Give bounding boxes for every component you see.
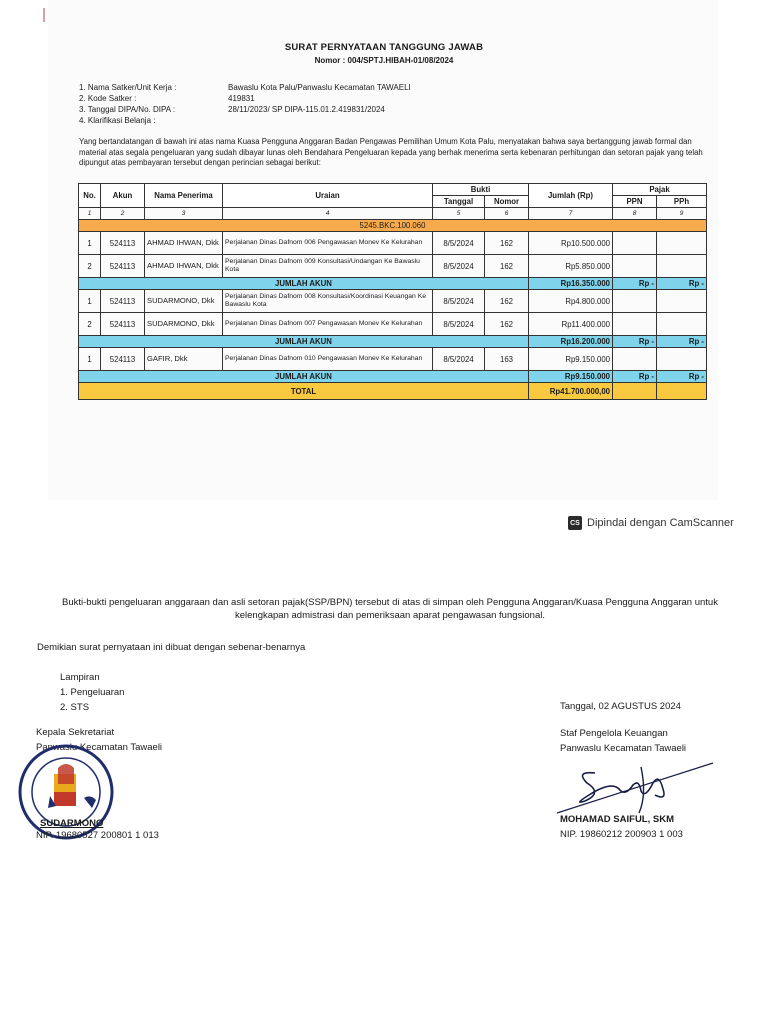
cell-pph bbox=[657, 313, 707, 336]
total-jumlah: Rp41.700.000,00 bbox=[529, 383, 613, 400]
cell-jumlah: Rp9.150.000 bbox=[529, 348, 613, 371]
cell-tanggal: 8/5/2024 bbox=[433, 232, 485, 255]
meta-value: 419831 bbox=[228, 94, 255, 103]
cell-akun: 524113 bbox=[101, 290, 145, 313]
cell-uraian: Perjalanan Dinas Dafnom 008 Konsultasi/Koordinasi Keuangan Ke Bawaslu Kota bbox=[223, 290, 433, 313]
table-row bbox=[79, 290, 707, 313]
camscanner-logo-icon: CS bbox=[568, 516, 582, 530]
cell-jumlah: Rp10.500.000 bbox=[529, 232, 613, 255]
attachment-title: Lampiran bbox=[60, 672, 100, 683]
right-signer-name: MOHAMAD SAIFUL, SKM bbox=[560, 814, 674, 825]
cell-tanggal: 8/5/2024 bbox=[433, 348, 485, 371]
right-signer-title: Staf Pengelola Keuangan bbox=[560, 728, 668, 739]
closing-statement: Demikian surat pernyataan ini dibuat dengan sebenar-benarnya bbox=[37, 642, 306, 653]
col-number: 9 bbox=[657, 208, 707, 220]
cell-tanggal: 8/5/2024 bbox=[433, 255, 485, 278]
cell-ppn bbox=[613, 255, 657, 278]
subtotal-row bbox=[79, 371, 707, 383]
cell-nomor: 163 bbox=[485, 348, 529, 371]
col-number: 8 bbox=[613, 208, 657, 220]
cell-akun: 524113 bbox=[101, 255, 145, 278]
header-jumlah: Jumlah (Rp) bbox=[529, 184, 613, 208]
cell-ppn bbox=[613, 313, 657, 336]
subtotal-ppn: Rp - bbox=[613, 371, 657, 383]
cell-akun: 524113 bbox=[101, 348, 145, 371]
evidence-paragraph: Bukti-bukti pengeluaran anggaraan dan asli setoran pajak(SSP/BPN) tersebut di atas di simpan oleh Pengguna Anggaran/Kuasa Pengguna Anggaran untuk kelengkapan admistrasi dan pemeriksaan aparat pengawasan fungsional. bbox=[62, 597, 718, 621]
cell-uraian: Perjalanan Dinas Dafnom 009 Konsultasi/Undangan Ke Bawaslu Kota bbox=[223, 255, 433, 278]
cell-uraian: Perjalanan Dinas Dafnom 010 Pengawasan Monev Ke Kelurahan bbox=[223, 348, 433, 371]
subtotal-jumlah: Rp16.200.000 bbox=[529, 336, 613, 348]
cell-tanggal: 8/5/2024 bbox=[433, 313, 485, 336]
camscanner-text: Dipindai dengan CamScanner bbox=[587, 517, 734, 529]
table-row bbox=[79, 232, 707, 255]
attachment-list bbox=[60, 670, 124, 715]
left-signer-subtitle: Panwaslu Kecamatan Tawaeli bbox=[36, 742, 163, 753]
attachment-item: 1. Pengeluaran bbox=[60, 687, 125, 698]
subtotal-pph: Rp - bbox=[657, 278, 707, 290]
cell-no: 2 bbox=[79, 313, 101, 336]
cell-tanggal: 8/5/2024 bbox=[433, 290, 485, 313]
camscanner-watermark bbox=[568, 514, 758, 532]
meta-labels bbox=[79, 82, 176, 126]
cell-pph bbox=[657, 255, 707, 278]
cell-ppn bbox=[613, 290, 657, 313]
col-number: 3 bbox=[145, 208, 223, 220]
cell-nomor: 162 bbox=[485, 232, 529, 255]
total-ppn bbox=[613, 383, 657, 400]
total-label: TOTAL bbox=[79, 383, 529, 400]
scan-artifact bbox=[43, 8, 45, 22]
meta-value: Bawaslu Kota Palu/Panwaslu Kecamatan TAWAELI bbox=[228, 83, 411, 92]
col-number: 7 bbox=[529, 208, 613, 220]
table-row bbox=[79, 348, 707, 371]
meta-values bbox=[228, 82, 411, 115]
cell-uraian: Perjalanan Dinas Dafnom 007 Pengawasan Monev Ke Kelurahan bbox=[223, 313, 433, 336]
header-akun: Akun bbox=[101, 184, 145, 208]
expense-table bbox=[78, 183, 707, 400]
cell-no: 1 bbox=[79, 348, 101, 371]
cell-nama: SUDARMONO, Dkk bbox=[145, 313, 223, 336]
right-signer-nip: NIP. 19860212 200903 1 003 bbox=[560, 829, 683, 840]
header-nomor: Nomor bbox=[485, 196, 529, 208]
cell-jumlah: Rp5.850.000 bbox=[529, 255, 613, 278]
cell-pph bbox=[657, 290, 707, 313]
col-number: 2 bbox=[101, 208, 145, 220]
left-signer-name: SUDARMONO bbox=[40, 818, 104, 829]
header-no: No. bbox=[79, 184, 101, 208]
subtotal-label: JUMLAH AKUN bbox=[79, 336, 529, 348]
col-number: 6 bbox=[485, 208, 529, 220]
cell-nomor: 162 bbox=[485, 290, 529, 313]
attachment-item: 2. STS bbox=[60, 702, 90, 713]
header-nama: Nama Penerima bbox=[145, 184, 223, 208]
cell-uraian: Perjalanan Dinas Dafnom 006 Pengawasan Monev Ke Kelurahan bbox=[223, 232, 433, 255]
subtotal-row bbox=[79, 278, 707, 290]
cell-nama: GAFIR, Dkk bbox=[145, 348, 223, 371]
header-ppn: PPN bbox=[613, 196, 657, 208]
meta-value: 28/11/2023/ SP DIPA-115.01.2.419831/2024 bbox=[228, 105, 385, 114]
subtotal-ppn: Rp - bbox=[613, 336, 657, 348]
meta-label: 3. Tanggal DIPA/No. DIPA : bbox=[79, 105, 176, 114]
left-signer-nip: NIP. 19680527 200801 1 013 bbox=[36, 830, 159, 841]
cell-no: 1 bbox=[79, 232, 101, 255]
intro-paragraph: Yang bertandatangan di bawah ini atas nama Kuasa Pengguna Anggaran Badan Pengawas Pemilihan Umum Kota Palu, menyatakan bahwa saya bertanggung jawab formal dan material atas segala pengeluaran yang sudah dibayar lunas oleh Bendahara Pengeluaran kepada yang berhak menerima serta kebenaran perhitungan dan setoran pajak yang telah dipungut atas pembayaran tersebut dengan perincian sebagai berikut: bbox=[79, 137, 703, 167]
subtotal-jumlah: Rp16.350.000 bbox=[529, 278, 613, 290]
header-uraian: Uraian bbox=[223, 184, 433, 208]
cell-ppn bbox=[613, 348, 657, 371]
cell-no: 2 bbox=[79, 255, 101, 278]
cell-akun: 524113 bbox=[101, 232, 145, 255]
document-number: Nomor : 004/SPTJ.HIBAH-01/08/2024 bbox=[314, 56, 454, 65]
cell-nomor: 162 bbox=[485, 255, 529, 278]
cell-nomor: 162 bbox=[485, 313, 529, 336]
meta-label: 1. Nama Satker/Unit Kerja : bbox=[79, 83, 177, 92]
subtotal-ppn: Rp - bbox=[613, 278, 657, 290]
table-row bbox=[79, 255, 707, 278]
table-row bbox=[79, 313, 707, 336]
total-row bbox=[79, 383, 707, 400]
header-pph: PPh bbox=[657, 196, 707, 208]
right-signer-subtitle: Panwaslu Kecamatan Tawaeli bbox=[560, 743, 687, 754]
page-title: SURAT PERNYATAAN TANGGUNG JAWAB bbox=[284, 42, 484, 53]
subtotal-pph: Rp - bbox=[657, 336, 707, 348]
subtotal-row bbox=[79, 336, 707, 348]
cell-nama: AHMAD IHWAN, Dkk bbox=[145, 232, 223, 255]
col-number: 1 bbox=[79, 208, 101, 220]
total-pph bbox=[657, 383, 707, 400]
cell-nama: AHMAD IHWAN, Dkk bbox=[145, 255, 223, 278]
header-bukti: Bukti bbox=[433, 184, 529, 196]
header-pajak: Pajak bbox=[613, 184, 707, 196]
col-number: 4 bbox=[223, 208, 433, 220]
subtotal-jumlah: Rp9.150.000 bbox=[529, 371, 613, 383]
cell-akun: 524113 bbox=[101, 313, 145, 336]
cell-jumlah: Rp11.400.000 bbox=[529, 313, 613, 336]
meta-label: 4. Klarifikasi Belanja : bbox=[79, 116, 156, 125]
left-signer-title: Kepala Sekretariat bbox=[36, 727, 115, 738]
cell-ppn bbox=[613, 232, 657, 255]
subtotal-label: JUMLAH AKUN bbox=[79, 278, 529, 290]
header-tanggal: Tanggal bbox=[433, 196, 485, 208]
col-number: 5 bbox=[433, 208, 485, 220]
meta-label: 2. Kode Satker : bbox=[79, 94, 137, 103]
cell-jumlah: Rp4.800.000 bbox=[529, 290, 613, 313]
signing-date: Tanggal, 02 AGUSTUS 2024 bbox=[560, 701, 681, 712]
mak-code-row: 5245.BKC.100.060 bbox=[79, 220, 707, 232]
signature-icon bbox=[555, 755, 715, 817]
cell-nama: SUDARMONO, Dkk bbox=[145, 290, 223, 313]
cell-no: 1 bbox=[79, 290, 101, 313]
cell-pph bbox=[657, 348, 707, 371]
subtotal-label: JUMLAH AKUN bbox=[79, 371, 529, 383]
subtotal-pph: Rp - bbox=[657, 371, 707, 383]
cell-pph bbox=[657, 232, 707, 255]
column-number-row bbox=[79, 208, 707, 220]
